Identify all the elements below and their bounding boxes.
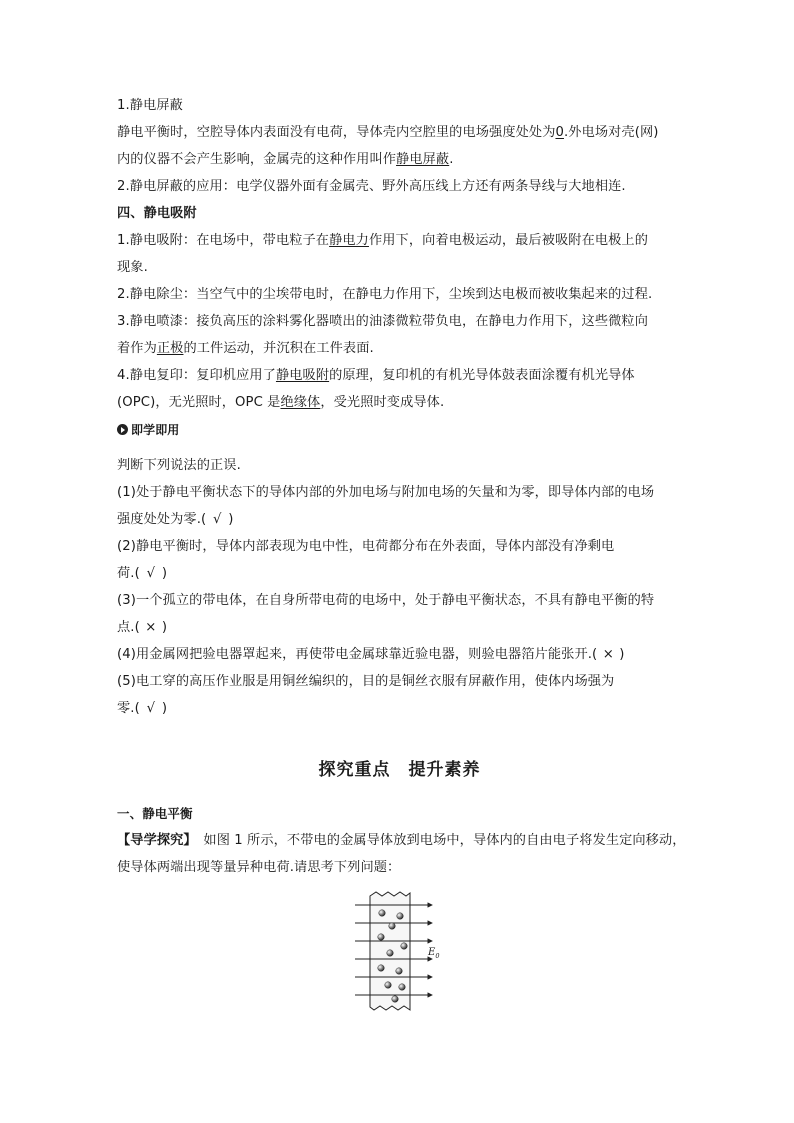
free-electron (379, 910, 386, 917)
question-2-mark: √ (146, 566, 156, 581)
field-label: $E_0$ (428, 947, 440, 960)
adsorption-item-4-line-1: 4.静电复印：复印机应用了静电吸附的原理，复印机的有机光导体鼓表面涂覆有机光导体 (117, 368, 635, 383)
question-5-mark: √ (146, 701, 156, 716)
answer-electrostatic-adsorption: 静电吸附 (275, 368, 330, 383)
free-electron (396, 968, 403, 975)
shielding-paragraph-line-2: 内的仪器不会产生影响，金属壳的这种作用叫作静电屏蔽. (117, 152, 454, 167)
free-electron (401, 943, 408, 950)
subsection-heading: 一、静电平衡 (117, 806, 193, 821)
guided-inquiry-line-2: 使导体两端出现等量异种电荷.请思考下列问题： (117, 860, 401, 875)
shielding-paragraph-line-1: 静电平衡时，空腔导体内表面没有电荷，导体壳内空腔里的电场强度处处为0.外电场对壳(网) (117, 125, 659, 140)
question-1-line-1: (1)处于静电平衡状态下的导体内部的外加电场与附加电场的矢量和为零，即导体内部的电场 (117, 485, 655, 500)
free-electron (399, 984, 406, 991)
guided-inquiry-line-1: 【导学探究】 如图 1 所示，不带电的金属导体放到电场中，导体内的自由电子将发生定向移动， (117, 833, 686, 848)
free-electron (392, 996, 399, 1003)
question-3-mark: × (145, 620, 157, 635)
answer-shielding: 静电屏蔽 (396, 152, 450, 167)
practice-intro: 判断下列说法的正误. (117, 458, 241, 473)
play-circle-icon (117, 424, 128, 435)
adsorption-item-2: 2.静电除尘：当空气中的尘埃带电时，在静电力作用下，尘埃到达电极而被收集起来的过程. (117, 287, 653, 302)
free-electron (387, 950, 394, 957)
conductor-diagram (352, 889, 444, 1015)
question-2-line-1: (2)静电平衡时，导体内部表现为电中性，电荷都分布在外表面，导体内部没有净剩电 (117, 539, 615, 554)
free-electron (378, 965, 385, 972)
adsorption-item-3-line-1: 3.静电喷漆：接负高压的涂料雾化器喷出的油漆微粒带负电，在静电力作用下，这些微粒向 (117, 314, 648, 329)
question-5-line-2: 零.( √ ) (117, 701, 168, 716)
answer-zero: 0 (555, 125, 564, 140)
free-electron (389, 923, 396, 930)
heading-electrostatic-shielding: 1.静电屏蔽 (117, 98, 183, 113)
practice-badge: 即学即用 (117, 421, 179, 439)
question-5-line-1: (5)电工穿的高压作业服是用铜丝编织的，目的是铜丝衣服有屏蔽作用，使体内场强为 (117, 674, 615, 689)
answer-positive-electrode: 正极 (156, 341, 184, 356)
adsorption-item-4-line-2: (OPC)，无光照时，OPC 是绝缘体，受光照时变成导体. (117, 395, 445, 410)
adsorption-item-1-line-1: 1.静电吸附：在电场中，带电粒子在静电力作用下，向着电极运动，最后被吸附在电极上的 (117, 233, 649, 248)
free-electron (378, 934, 385, 941)
guided-inquiry-tag: 【导学探究】 (117, 833, 191, 848)
answer-insulator: 绝缘体 (280, 395, 321, 410)
section-title: 探究重点 提升素养 (318, 760, 481, 780)
question-1-mark: √ (213, 512, 222, 527)
shielding-application: 2.静电屏蔽的应用：电学仪器外面有金属壳、野外高压线上方还有两条导线与大地相连. (117, 179, 626, 194)
question-3-line-1: (3)一个孤立的带电体，在自身所带电荷的电场中，处于静电平衡状态，不具有静电平衡的特 (117, 593, 655, 608)
question-4-mark: × (602, 647, 614, 662)
question-4: (4)用金属网把验电器罩起来，再使带电金属球靠近验电器，则验电器箔片能张开.( × ) (117, 647, 625, 662)
adsorption-item-1-line-2: 现象. (117, 260, 148, 275)
heading-electrostatic-adsorption: 四、静电吸附 (117, 206, 197, 221)
question-3-line-2: 点.( × ) (117, 620, 168, 635)
adsorption-item-3-line-2: 着作为正极的工件运动，并沉积在工件表面. (117, 341, 374, 356)
answer-electrostatic-force: 静电力 (329, 233, 369, 248)
free-electron (385, 982, 392, 989)
figure-conductor-in-field (352, 889, 444, 1015)
question-2-line-2: 荷.( √ ) (117, 566, 168, 581)
question-1-line-2: 强度处处为零.( √ ) (117, 512, 234, 527)
free-electron (397, 913, 404, 920)
